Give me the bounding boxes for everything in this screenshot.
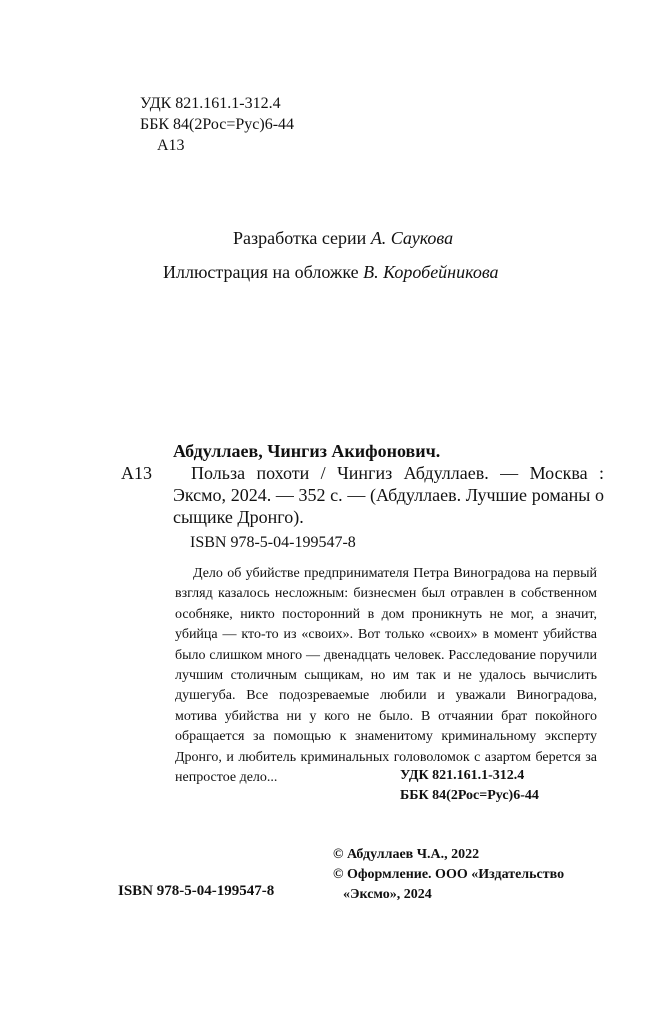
author-mark: А13 <box>157 137 185 154</box>
illustration-credit-name: В. Коробейникова <box>363 262 499 282</box>
illustration-credit-label: Иллюстрация на обложке <box>163 262 359 282</box>
record-author-mark: А13 <box>121 463 152 483</box>
annotation-udk: УДК 821.161.1-312.4 <box>400 768 525 783</box>
copyright-design-line1: © Оформление. ООО «Издательство <box>333 867 565 882</box>
footer-isbn: ISBN 978-5-04-199547-8 <box>118 883 275 899</box>
record-isbn: ISBN 978-5-04-199547-8 <box>190 534 356 551</box>
series-credit-label: Разработка серии <box>233 228 367 248</box>
series-credit-name: А. Саукова <box>370 228 454 248</box>
udk-code: УДК 821.161.1-312.4 <box>140 95 281 112</box>
copyright-block <box>333 845 603 905</box>
copyright-design-line2: «Эксмо», 2024 <box>343 887 432 902</box>
annotation-text: Дело об убийстве предпринимателя Петра Виноградова на первый взгляд казалось несложным: бизнесмен был отравлен в собственном особняке, никто посторонний в дом проникнуть не мог, а значит, убийца — кто-то из «своих». Вот только «своих» в момент убийства было слишком много — двенадцать человек. Расследование поручили лучшим столичным сыщикам, но им так и не удалось вычислить душегуба. Все подозреваемые любили и уважали Виноградова, мотива убийства ни у кого не было. В отчаянии брат покойного обращается за помощью к знаменитому криминальному эксперту Дронго, и любитель криминальных головоломок с азартом берется за непростое дело... <box>175 566 597 786</box>
classification-codes <box>140 93 294 156</box>
illustration-credit <box>163 262 499 283</box>
series-credit <box>233 228 453 249</box>
annotation-bbk: ББК 84(2Рос=Рус)6-44 <box>400 788 539 803</box>
record-description: Польза похоти / Чингиз Абдуллаев. — Москва : Эксмо, 2024. — 352 с. — (Абдуллаев. Лучшие романы о сыщике Дронго). <box>173 463 604 527</box>
copyright-author: © Абдуллаев Ч.А., 2022 <box>333 847 480 862</box>
author-heading: Абдуллаев, Чингиз Акифонович. <box>173 441 441 461</box>
bbk-code: ББК 84(2Рос=Рус)6-44 <box>140 116 295 133</box>
annotation-codes <box>400 766 539 806</box>
